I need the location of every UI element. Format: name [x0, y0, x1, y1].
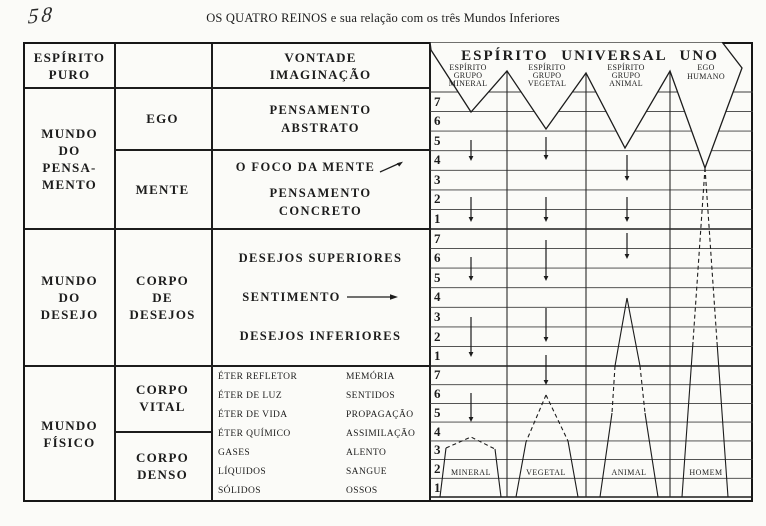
svg-text:HOMEM: HOMEM — [689, 468, 723, 477]
cell-corpo-vital: CORPO VITAL — [136, 382, 189, 414]
svg-text:ANIMAL: ANIMAL — [611, 468, 647, 477]
pensamento-concreto: PENSAMENTO CONCRETO — [269, 186, 372, 219]
svg-text:GRUPO: GRUPO — [611, 71, 641, 80]
cell-espirito-puro: ESPÍRITO PURO — [33, 50, 106, 82]
handwritten-page-number: 58 — [27, 1, 56, 29]
svg-text:7: 7 — [434, 367, 441, 382]
svg-text:MINERAL: MINERAL — [448, 79, 488, 88]
ether-row: LÍQUIDOS SANGUE — [218, 466, 387, 477]
ether-row: ÉTER DE VIDA PROPAGAÇÃO — [218, 409, 414, 420]
svg-text:4: 4 — [434, 152, 441, 167]
cell-mundo-desejo: MUNDO DO DESEJO — [40, 272, 99, 322]
svg-text:2: 2 — [434, 329, 441, 344]
svg-text:6: 6 — [434, 386, 441, 401]
svg-text:ESPÍRITO: ESPÍRITO — [449, 63, 487, 72]
ether-row: ÉTER DE LUZ SENTIDOS — [218, 390, 396, 401]
svg-text:2: 2 — [434, 191, 441, 206]
svg-text:6: 6 — [434, 250, 441, 265]
svg-text:EGO: EGO — [697, 63, 715, 72]
svg-text:4: 4 — [434, 424, 441, 439]
svg-text:3: 3 — [434, 442, 441, 457]
svg-text:ESPÍRITO: ESPÍRITO — [607, 63, 645, 72]
focus-arrow-icon — [379, 159, 405, 174]
cell-mundo-fisico: MUNDO FÍSICO — [41, 417, 98, 450]
desejos-inferiores: DESEJOS INFERIORES — [239, 329, 402, 343]
cell-mente: MENTE — [135, 181, 190, 197]
group-spirit-arrows — [471, 137, 627, 419]
svg-text:5: 5 — [434, 405, 441, 420]
sentimento-arrow-icon — [347, 292, 399, 302]
svg-text:MINERAL: MINERAL — [451, 468, 491, 477]
svg-text:7: 7 — [434, 231, 441, 246]
svg-text:3: 3 — [434, 309, 441, 324]
column-divider-lines — [507, 71, 670, 497]
world-boundary-lines — [430, 229, 753, 497]
kingdom-outline-dashed — [446, 168, 717, 449]
svg-text:6: 6 — [434, 113, 441, 128]
kingdoms-chart — [430, 42, 753, 502]
svg-text:1: 1 — [434, 348, 441, 363]
page-title: OS QUATRO REINOS e sua relação com os três Mundos Inferiores — [206, 11, 560, 25]
ether-row: ÉTER REFLETOR MEMÓRIA — [218, 371, 395, 382]
svg-text:5: 5 — [434, 133, 441, 148]
foco-da-mente-row: O FOCO DA MENTE — [236, 158, 405, 176]
cell-corpo-denso: CORPO DENSO — [136, 449, 189, 482]
ether-function-list — [212, 367, 429, 500]
ether-row: SÓLIDOS OSSOS — [218, 485, 378, 496]
svg-text:1: 1 — [434, 211, 441, 226]
ether-row: ÉTER QUÍMICO ASSIMILAÇÃO — [218, 428, 416, 439]
svg-text:7: 7 — [434, 94, 441, 109]
svg-text:4: 4 — [434, 289, 441, 304]
svg-text:GRUPO: GRUPO — [453, 71, 483, 80]
svg-text:HUMANO: HUMANO — [687, 72, 725, 81]
cell-desejos — [212, 228, 429, 366]
svg-text:GRUPO: GRUPO — [532, 71, 562, 80]
svg-text:5: 5 — [434, 270, 441, 285]
cell-corpo-desejos: CORPO DE DESEJOS — [129, 272, 196, 322]
cell-mundo-pensamento: MUNDO DO PENSA- MENTO — [41, 125, 98, 192]
svg-text:2: 2 — [434, 461, 441, 476]
svg-text:1: 1 — [434, 480, 441, 495]
desejos-superiores: DESEJOS SUPERIORES — [238, 251, 403, 265]
cell-pensamento-abstrato: PENSAMENTO ABSTRATO — [269, 102, 372, 135]
cell-foco-concreto — [212, 149, 429, 229]
svg-text:ESPÍRITO: ESPÍRITO — [528, 63, 566, 72]
row-numbers — [434, 94, 441, 495]
svg-text:ANIMAL: ANIMAL — [609, 79, 643, 88]
ether-row: GASES ALENTO — [218, 447, 387, 458]
banner-title: ESPÍRITO UNIVERSAL UNO — [461, 48, 719, 64]
svg-text:VEGETAL: VEGETAL — [526, 468, 566, 477]
kingdom-labels — [451, 468, 723, 477]
svg-text:VEGETAL: VEGETAL — [527, 79, 567, 88]
cell-vontade-imaginacao: VONTADE IMAGINAÇÃO — [269, 50, 372, 82]
sentimento-row: SENTIMENTO — [242, 288, 399, 306]
arrow-heads — [469, 155, 630, 422]
cell-ego: EGO — [146, 111, 179, 126]
svg-text:3: 3 — [434, 172, 441, 187]
